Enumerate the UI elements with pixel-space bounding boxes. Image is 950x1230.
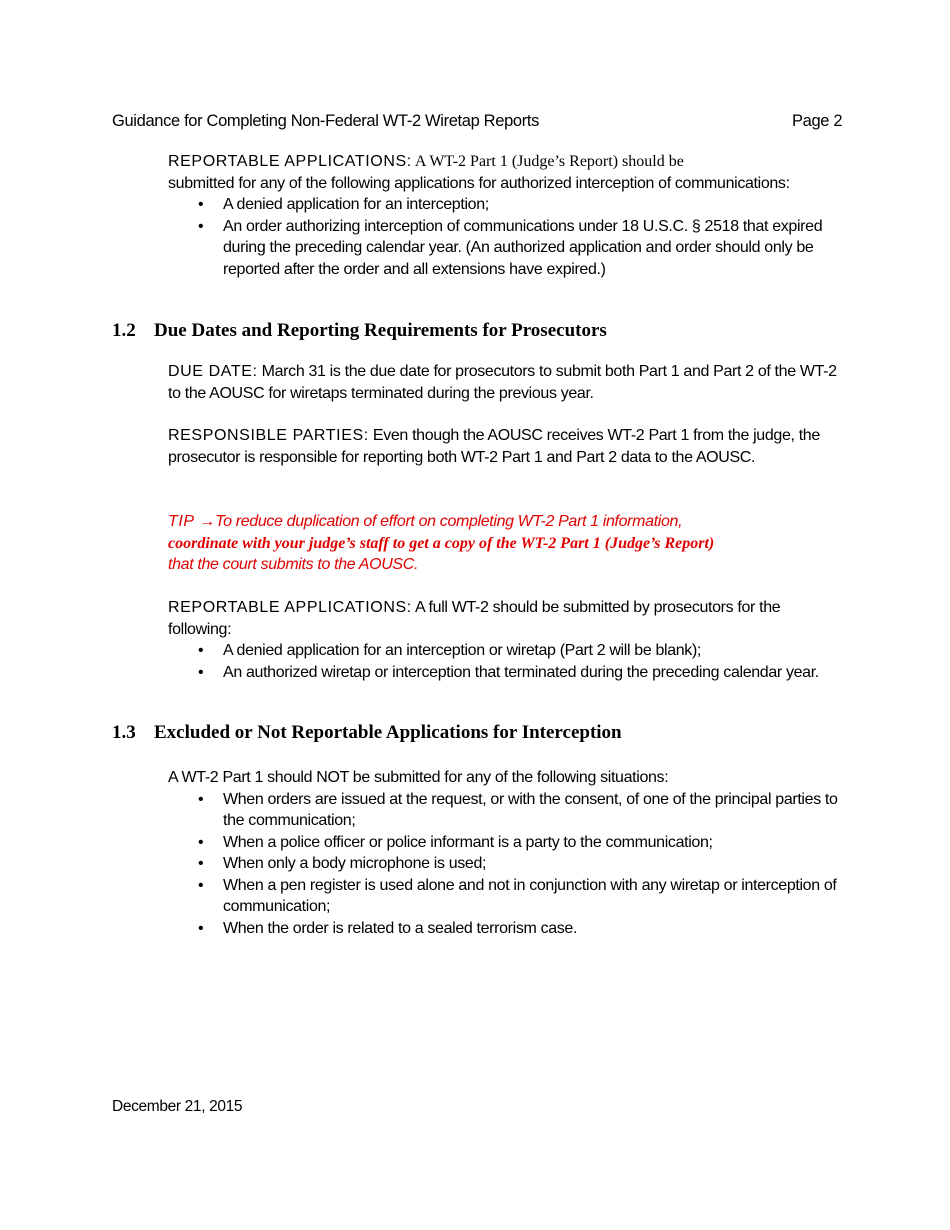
list-item: • When a police officer or police informant is a party to the communication; [168, 832, 840, 854]
section-1-2-heading [112, 320, 607, 342]
tip-line-2: coordinate with your judge’s staff to get a copy of the WT-2 Part 1 (Judge’s Report) [168, 534, 715, 552]
bullet-icon: • [198, 833, 204, 851]
intro-serif-text: A WT-2 Part 1 (Judge’s Report) should be [411, 153, 684, 170]
list-item: • A denied application for an interception or wiretap (Part 2 will be blank); [168, 640, 840, 662]
due-date-label: DUE DATE: [168, 363, 258, 380]
section-number: 1.3 [112, 722, 136, 743]
tip-line-1: TIP →To reduce duplication of effort on completing WT-2 Part 1 information, [168, 513, 683, 530]
arrow-right-icon: → [199, 513, 216, 530]
list-item: • An order authorizing interception of communications under 18 U.S.C. § 2518 that expired during the preceding calendar year. (An authorized application and order should only be reported after the order and all extensions have expired.) [198, 217, 823, 278]
reportable-label: REPORTABLE APPLICATIONS: [168, 599, 412, 616]
intro-text: submitted for any of the following applications for authorized interception of communications: [168, 174, 790, 192]
bullet-icon: • [198, 790, 204, 808]
prosecutor-bullet-list [168, 640, 840, 683]
bullet-icon: • [198, 196, 204, 213]
header-title: Guidance for Completing Non-Federal WT-2 Wiretap Reports [112, 112, 539, 130]
excluded-bullet-list [168, 789, 840, 940]
footer-date: December 21, 2015 [112, 1098, 243, 1115]
reportable-text: A full WT-2 should be submitted by prosecutors for the following: [168, 599, 781, 638]
bullet-icon: • [198, 855, 204, 872]
list-item: • An authorized wiretap or interception that terminated during the preceding calendar year. [168, 662, 840, 684]
tip-callout [168, 511, 840, 576]
list-item: • When the order is related to a sealed terrorism case. [168, 918, 840, 940]
excluded-applications [168, 767, 840, 939]
page-number: Page 2 [792, 112, 843, 130]
list-item: • When orders are issued at the request, or with the consent, of one of the principal parties to the communication; [198, 790, 838, 829]
excluded-intro: A WT-2 Part 1 should NOT be submitted for any of the following situations: [168, 769, 669, 786]
intro-label: REPORTABLE APPLICATIONS: [168, 153, 412, 170]
section-1-3-heading [112, 722, 622, 744]
intro-reportable-applications [168, 151, 840, 280]
list-item: • When a pen register is used alone and not in conjunction with any wiretap or interception of communication; [198, 876, 837, 915]
list-item: • When only a body microphone is used; [168, 853, 840, 875]
bullet-icon: • [198, 642, 204, 659]
bullet-icon: • [198, 919, 204, 937]
prosecutor-reportable-applications [168, 597, 840, 683]
responsible-parties-paragraph [168, 425, 840, 468]
intro-first-line [168, 151, 840, 173]
intro-bullet-list [168, 194, 840, 280]
list-item: • A denied application for an interception; [168, 194, 840, 216]
due-date-text: March 31 is the due date for prosecutors to submit both Part 1 and Part 2 of the WT-2 to the AOUSC for wiretaps terminated during the previous year. [168, 363, 837, 402]
bullet-icon: • [198, 663, 204, 681]
section-number: 1.2 [112, 320, 136, 341]
responsible-label: RESPONSIBLE PARTIES: [168, 427, 369, 444]
responsible-text: Even though the AOUSC receives WT-2 Part 1 from the judge, the prosecutor is responsible for reporting both WT-2 Part 1 and Part 2 data to the AOUSC. [168, 427, 820, 466]
bullet-icon: • [198, 876, 204, 894]
bullet-icon: • [198, 217, 204, 235]
section-title: Excluded or Not Reportable Applications for Interception [154, 722, 622, 743]
due-date-paragraph [168, 361, 840, 404]
section-title: Due Dates and Reporting Requirements for Prosecutors [154, 320, 607, 341]
tip-label: TIP [168, 513, 195, 530]
tip-line-3: that the court submits to the AOUSC. [168, 556, 419, 573]
